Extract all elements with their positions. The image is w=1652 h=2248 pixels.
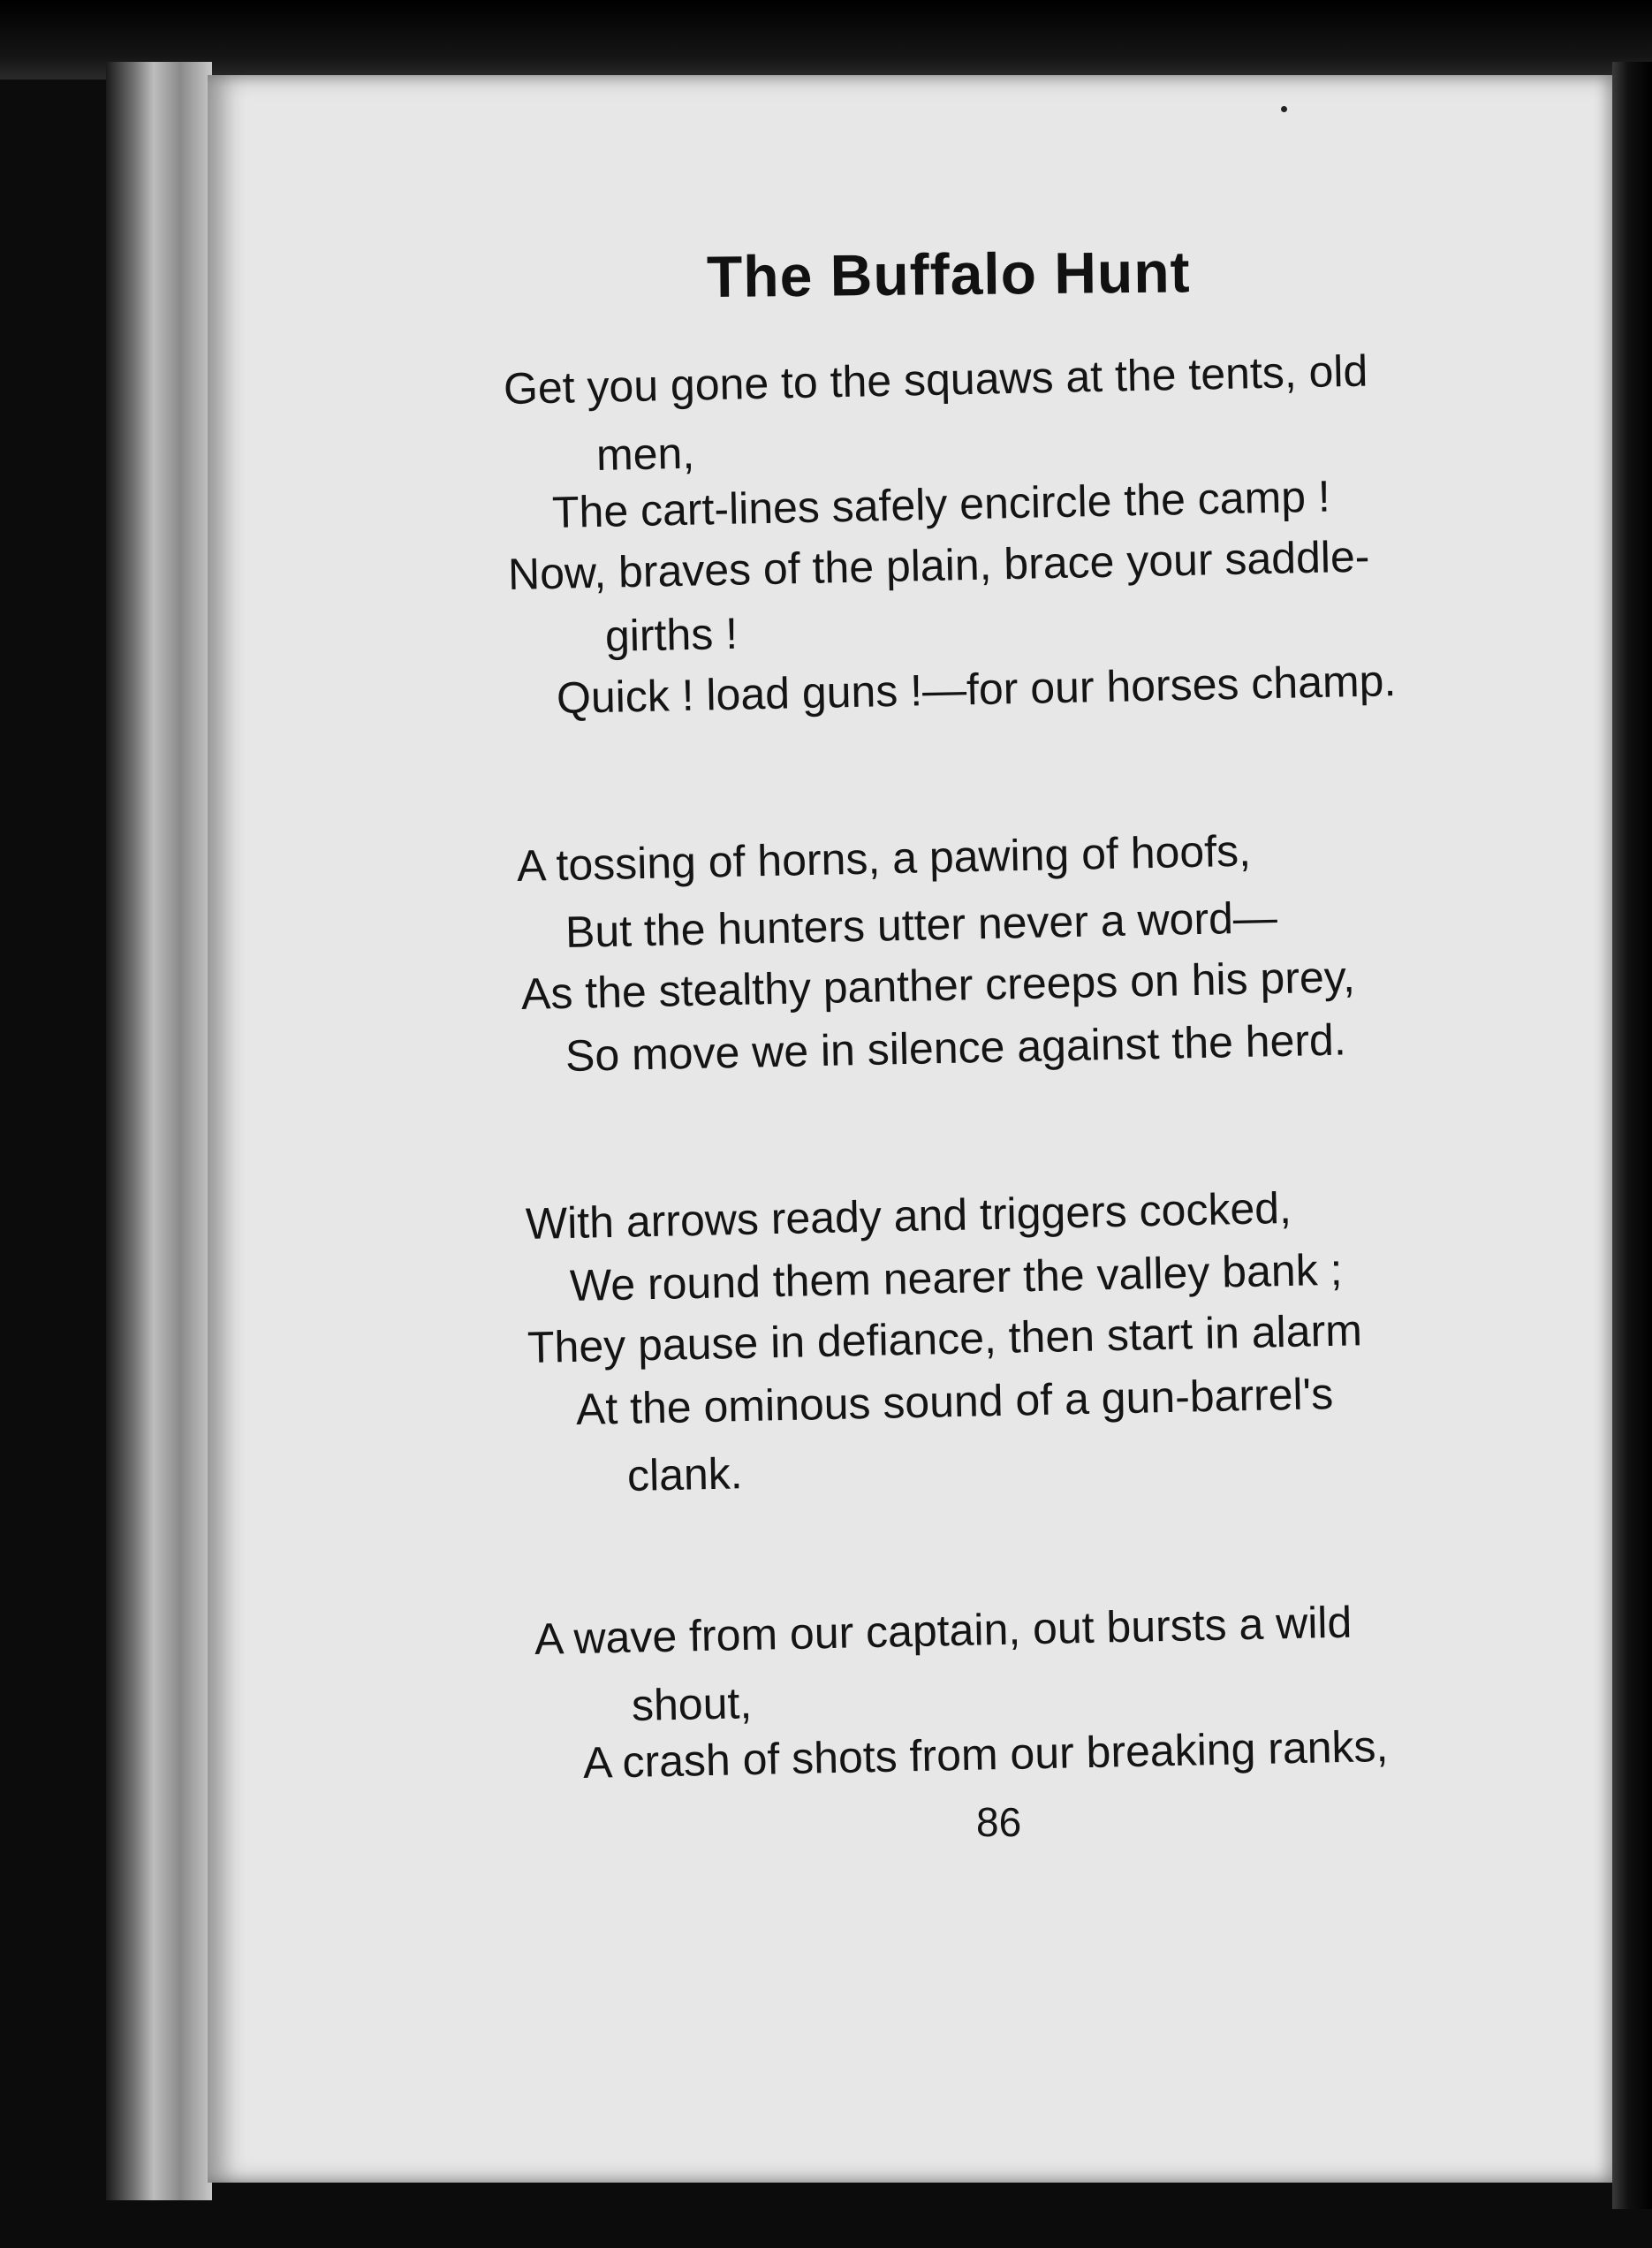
poem-line: With arrows ready and triggers cocked, [525, 1182, 1292, 1249]
poem-line: girths ! [604, 608, 739, 661]
poem-line: A wave from our captain, out bursts a wild [534, 1597, 1353, 1664]
page-number: 86 [976, 1799, 1022, 1845]
book-spine-edge [106, 62, 212, 2200]
poem-line: We round them nearer the valley bank ; [569, 1244, 1343, 1310]
poem-line: As the stealthy panther creeps on his prey, [520, 952, 1356, 1019]
poem-line: A crash of shots from our breaking ranks, [582, 1720, 1389, 1788]
poem-line: At the ominous sound of a gun-barrel's [575, 1369, 1334, 1434]
poem-line: The cart-lines safely encircle the camp ! [551, 471, 1331, 537]
poem-line: They pause in defiance, then start in alarm [527, 1305, 1363, 1372]
poem-line: clank. [626, 1448, 744, 1500]
poem-line: So move we in silence against the herd. [565, 1014, 1347, 1081]
poem-line: men, [595, 428, 695, 480]
poem-line: Now, braves of the plain, brace your saddle- [507, 531, 1370, 599]
poem-line: shout, [631, 1678, 753, 1730]
poem-line: Get you gone to the squaws at the tents, old [503, 346, 1368, 414]
poem-title: The Buffalo Hunt [706, 239, 1191, 309]
scan-top-shadow [0, 0, 1652, 80]
page-speck [1281, 106, 1287, 112]
poem-line: But the hunters utter never a word— [565, 892, 1278, 957]
poem-line: A tossing of horns, a pawing of hoofs, [516, 825, 1252, 891]
poem-line: Quick ! load guns !—for our horses champ. [556, 656, 1397, 723]
page-right-edge [1612, 62, 1652, 2209]
